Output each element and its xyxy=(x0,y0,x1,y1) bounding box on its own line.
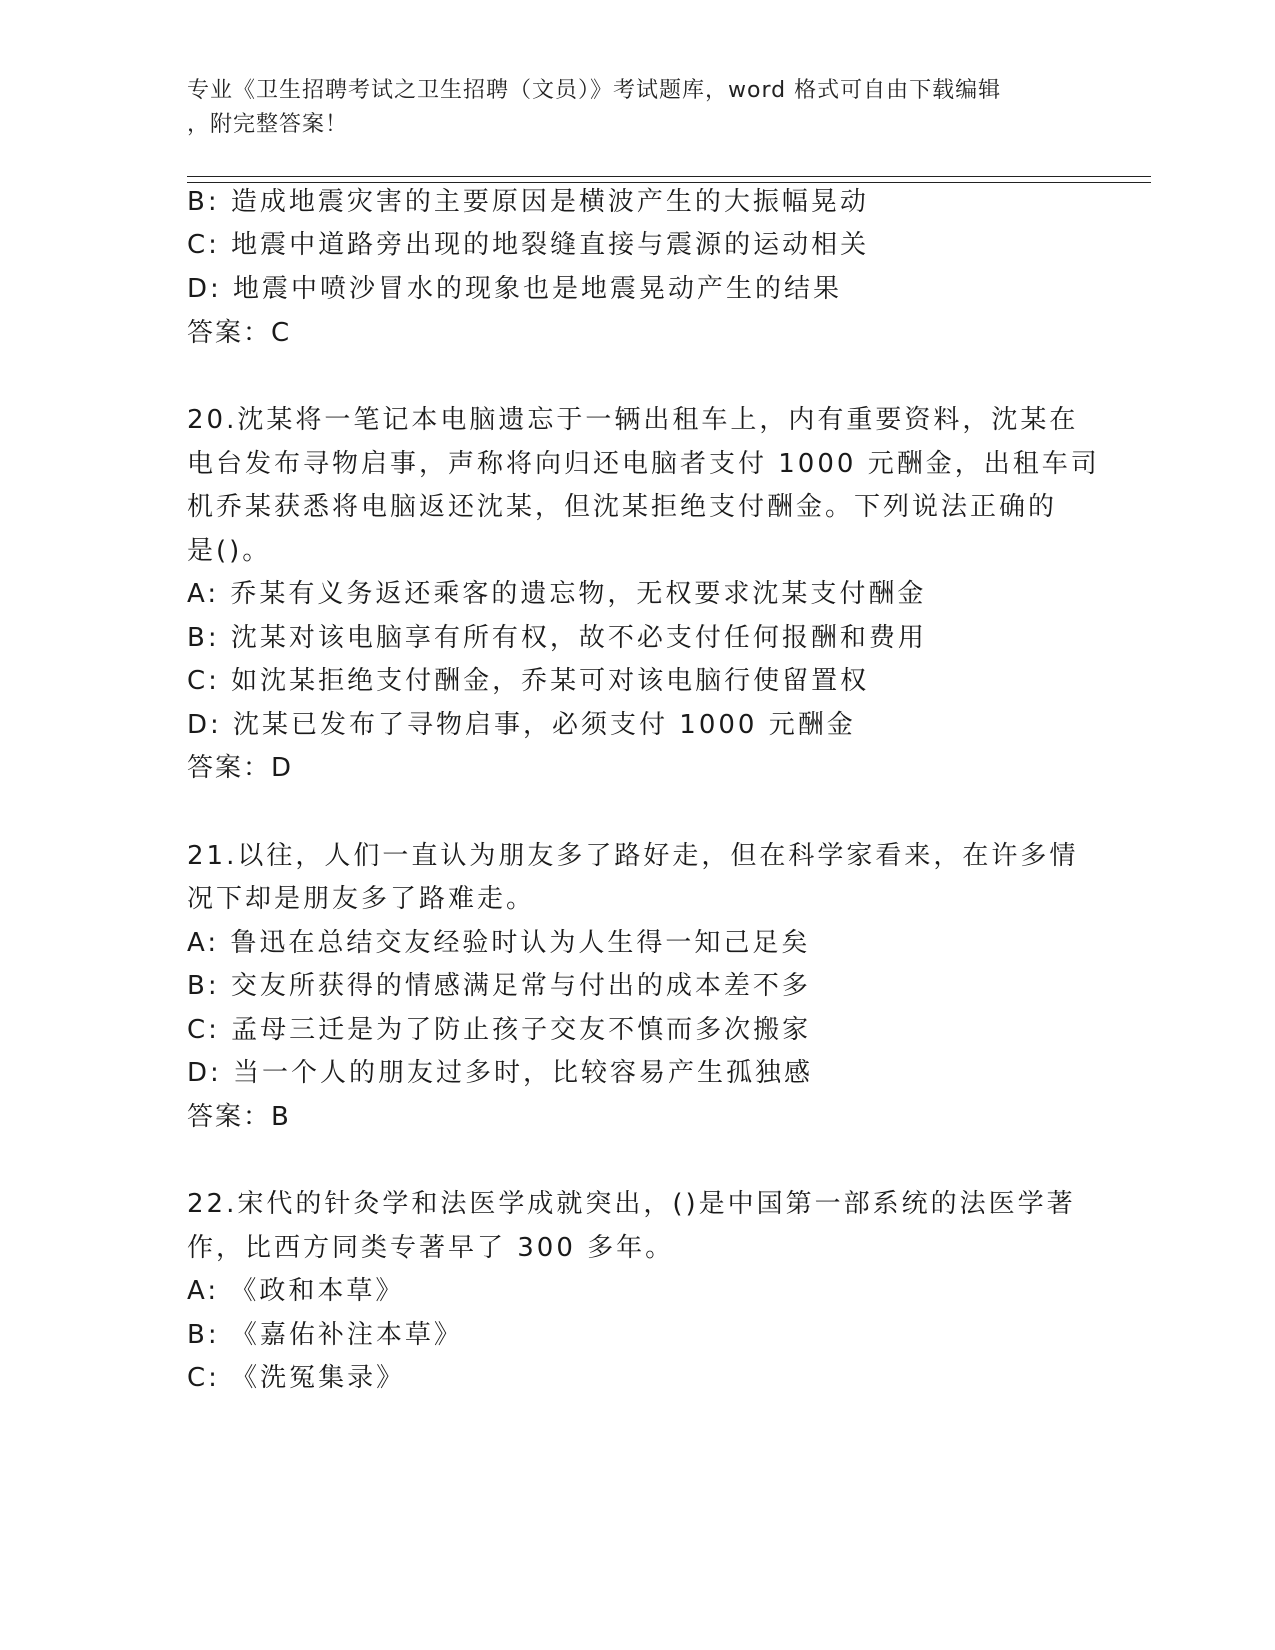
q20-stem-line-2: 电台发布寻物启事，声称将向归还电脑者支付 1000 元酬金，出租车司 xyxy=(187,449,1100,479)
header-line-1: 专业《卫生招聘考试之卫生招聘（文员）》考试题库，word 格式可自由下载编辑 xyxy=(187,78,1002,103)
q20-option-c: C: 如沈某拒绝支付酬金，乔某可对该电脑行使留置权 xyxy=(187,666,870,696)
q21-stem-line-1: 21.以往，人们一直认为朋友多了路好走，但在科学家看来，在许多情 xyxy=(187,841,1079,871)
q20-option-d: D: 沈某已发布了寻物启事，必须支付 1000 元酬金 xyxy=(187,710,856,740)
header-divider xyxy=(187,176,1151,183)
q22-option-c: C: 《洗冤集录》 xyxy=(187,1363,406,1393)
q21-answer: 答案：B xyxy=(187,1102,291,1132)
q22-option-a: A: 《政和本草》 xyxy=(187,1276,405,1306)
q22-stem-line-2: 作，比西方同类专著早了 300 多年。 xyxy=(187,1233,675,1263)
q19-option-d: D: 地震中喷沙冒水的现象也是地震晃动产生的结果 xyxy=(187,274,843,304)
q20-stem-line-4: 是()。 xyxy=(187,536,272,566)
q21-stem-line-2: 况下却是朋友多了路难走。 xyxy=(187,884,536,914)
q21-option-c: C: 孟母三迁是为了防止孩子交友不慎而多次搬家 xyxy=(187,1015,812,1045)
q22-option-b: B: 《嘉佑补注本草》 xyxy=(187,1320,463,1350)
q20-option-a: A: 乔某有义务返还乘客的遗忘物，无权要求沈某支付酬金 xyxy=(187,579,927,609)
header-line-2: ，附完整答案！ xyxy=(187,112,349,137)
q19-answer: 答案：C xyxy=(187,318,292,348)
q20-option-b: B: 沈某对该电脑享有所有权，故不必支付任何报酬和费用 xyxy=(187,623,927,653)
q22-stem-line-1: 22.宋代的针灸学和法医学成就突出，()是中国第一部系统的法医学著 xyxy=(187,1189,1076,1219)
q21-option-b: B: 交友所获得的情感满足常与付出的成本差不多 xyxy=(187,971,811,1001)
q20-answer: 答案：D xyxy=(187,753,294,783)
q19-option-c: C: 地震中道路旁出现的地裂缝直接与震源的运动相关 xyxy=(187,230,870,260)
q19-option-b: B: 造成地震灾害的主要原因是横波产生的大振幅晃动 xyxy=(187,187,869,217)
document-header xyxy=(187,74,1067,142)
q20-stem-line-1: 20.沈某将一笔记本电脑遗忘于一辆出租车上，内有重要资料，沈某在 xyxy=(187,405,1079,435)
q21-option-d: D: 当一个人的朋友过多时，比较容易产生孤独感 xyxy=(187,1058,814,1088)
q21-option-a: A: 鲁迅在总结交友经验时认为人生得一知己足矣 xyxy=(187,928,811,958)
q20-stem-line-3: 机乔某获悉将电脑返还沈某，但沈某拒绝支付酬金。下列说法正确的 xyxy=(187,492,1058,522)
